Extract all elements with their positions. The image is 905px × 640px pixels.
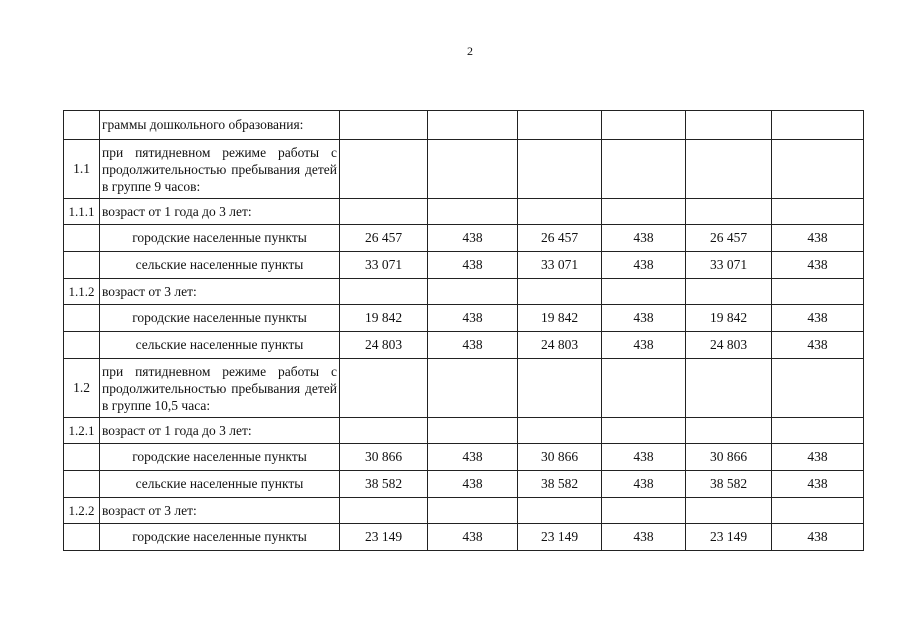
value-cell: 438 <box>428 332 518 359</box>
value-cell <box>518 279 602 305</box>
row-label: городские населенные пункты <box>100 524 340 551</box>
value-cell <box>518 199 602 225</box>
row-label: городские населенные пункты <box>100 225 340 252</box>
row-number <box>64 444 100 471</box>
table-row <box>64 199 864 225</box>
value-cell <box>772 279 864 305</box>
value-cell <box>772 498 864 524</box>
row-label: возраст от 1 года до 3 лет: <box>100 199 340 225</box>
value-cell: 438 <box>772 444 864 471</box>
row-number <box>64 332 100 359</box>
value-cell: 438 <box>602 524 686 551</box>
value-cell <box>428 279 518 305</box>
value-cell <box>686 140 772 199</box>
row-number <box>64 471 100 498</box>
table-row <box>64 225 864 252</box>
value-cell: 30 866 <box>686 444 772 471</box>
page-number: 2 <box>467 44 473 58</box>
value-cell: 38 582 <box>686 471 772 498</box>
value-cell: 438 <box>772 252 864 279</box>
value-cell: 19 842 <box>518 305 602 332</box>
value-cell <box>340 418 428 444</box>
value-cell <box>602 140 686 199</box>
value-cell <box>602 359 686 418</box>
row-number: 1.1 <box>64 140 100 199</box>
value-cell: 23 149 <box>340 524 428 551</box>
value-cell: 438 <box>772 471 864 498</box>
row-number <box>64 111 100 140</box>
value-cell <box>772 359 864 418</box>
row-label: городские населенные пункты <box>100 444 340 471</box>
value-cell: 438 <box>602 444 686 471</box>
row-number: 1.1.2 <box>64 279 100 305</box>
value-cell <box>772 199 864 225</box>
value-cell: 26 457 <box>518 225 602 252</box>
value-cell: 30 866 <box>518 444 602 471</box>
table-row <box>64 140 864 199</box>
value-cell <box>340 140 428 199</box>
row-label: возраст от 1 года до 3 лет: <box>100 418 340 444</box>
value-cell: 19 842 <box>686 305 772 332</box>
table-row <box>64 252 864 279</box>
row-label: при пятидневном режиме работы с продолжительностью пребывания детей в группе 10,5 часа: <box>100 359 340 418</box>
value-cell <box>340 359 428 418</box>
value-cell <box>428 359 518 418</box>
table-row <box>64 359 864 418</box>
value-cell <box>686 111 772 140</box>
value-cell <box>428 140 518 199</box>
value-cell <box>772 418 864 444</box>
value-cell: 438 <box>428 524 518 551</box>
value-cell: 438 <box>428 305 518 332</box>
row-number <box>64 225 100 252</box>
value-cell <box>686 418 772 444</box>
value-cell <box>602 418 686 444</box>
value-cell: 38 582 <box>340 471 428 498</box>
table-row <box>64 111 864 140</box>
value-cell <box>686 199 772 225</box>
value-cell <box>428 498 518 524</box>
row-number <box>64 252 100 279</box>
value-cell <box>686 359 772 418</box>
value-cell: 438 <box>428 444 518 471</box>
value-cell: 30 866 <box>340 444 428 471</box>
value-cell <box>340 279 428 305</box>
value-cell: 438 <box>772 332 864 359</box>
row-label: городские населенные пункты <box>100 305 340 332</box>
value-cell: 26 457 <box>340 225 428 252</box>
row-label: граммы дошкольного образования: <box>100 111 340 140</box>
value-cell <box>518 498 602 524</box>
value-cell: 23 149 <box>518 524 602 551</box>
value-cell: 24 803 <box>686 332 772 359</box>
value-cell: 438 <box>772 524 864 551</box>
value-cell <box>772 140 864 199</box>
value-cell <box>602 498 686 524</box>
value-cell: 438 <box>428 252 518 279</box>
row-label: сельские населенные пункты <box>100 471 340 498</box>
table-row <box>64 524 864 551</box>
value-cell: 23 149 <box>686 524 772 551</box>
value-cell: 24 803 <box>518 332 602 359</box>
row-number: 1.2.1 <box>64 418 100 444</box>
row-number: 1.2 <box>64 359 100 418</box>
value-cell: 19 842 <box>340 305 428 332</box>
value-cell <box>686 498 772 524</box>
value-cell <box>428 111 518 140</box>
value-cell: 438 <box>602 332 686 359</box>
value-cell: 438 <box>602 252 686 279</box>
row-label: возраст от 3 лет: <box>100 498 340 524</box>
value-cell <box>428 418 518 444</box>
tariff-table <box>63 110 864 551</box>
row-number: 1.1.1 <box>64 199 100 225</box>
table-row <box>64 305 864 332</box>
value-cell <box>686 279 772 305</box>
value-cell <box>340 111 428 140</box>
value-cell: 438 <box>602 225 686 252</box>
table-row <box>64 279 864 305</box>
table-row <box>64 332 864 359</box>
value-cell: 438 <box>602 305 686 332</box>
row-number: 1.2.2 <box>64 498 100 524</box>
table-row <box>64 498 864 524</box>
row-label: сельские населенные пункты <box>100 332 340 359</box>
table-row <box>64 471 864 498</box>
value-cell <box>518 418 602 444</box>
value-cell <box>518 359 602 418</box>
value-cell <box>772 111 864 140</box>
table-row <box>64 418 864 444</box>
value-cell: 438 <box>602 471 686 498</box>
value-cell <box>340 199 428 225</box>
value-cell: 438 <box>428 471 518 498</box>
table-row <box>64 444 864 471</box>
value-cell <box>518 111 602 140</box>
value-cell <box>518 140 602 199</box>
value-cell: 38 582 <box>518 471 602 498</box>
row-label: возраст от 3 лет: <box>100 279 340 305</box>
value-cell: 26 457 <box>686 225 772 252</box>
value-cell: 438 <box>772 305 864 332</box>
value-cell: 33 071 <box>340 252 428 279</box>
value-cell: 33 071 <box>686 252 772 279</box>
value-cell <box>602 279 686 305</box>
row-number <box>64 305 100 332</box>
value-cell: 33 071 <box>518 252 602 279</box>
row-number <box>64 524 100 551</box>
row-label: сельские населенные пункты <box>100 252 340 279</box>
value-cell <box>340 498 428 524</box>
value-cell: 438 <box>772 225 864 252</box>
value-cell: 438 <box>428 225 518 252</box>
row-label: при пятидневном режиме работы с продолжительностью пребывания детей в группе 9 часов: <box>100 140 340 199</box>
value-cell: 24 803 <box>340 332 428 359</box>
value-cell <box>602 199 686 225</box>
value-cell <box>602 111 686 140</box>
value-cell <box>428 199 518 225</box>
